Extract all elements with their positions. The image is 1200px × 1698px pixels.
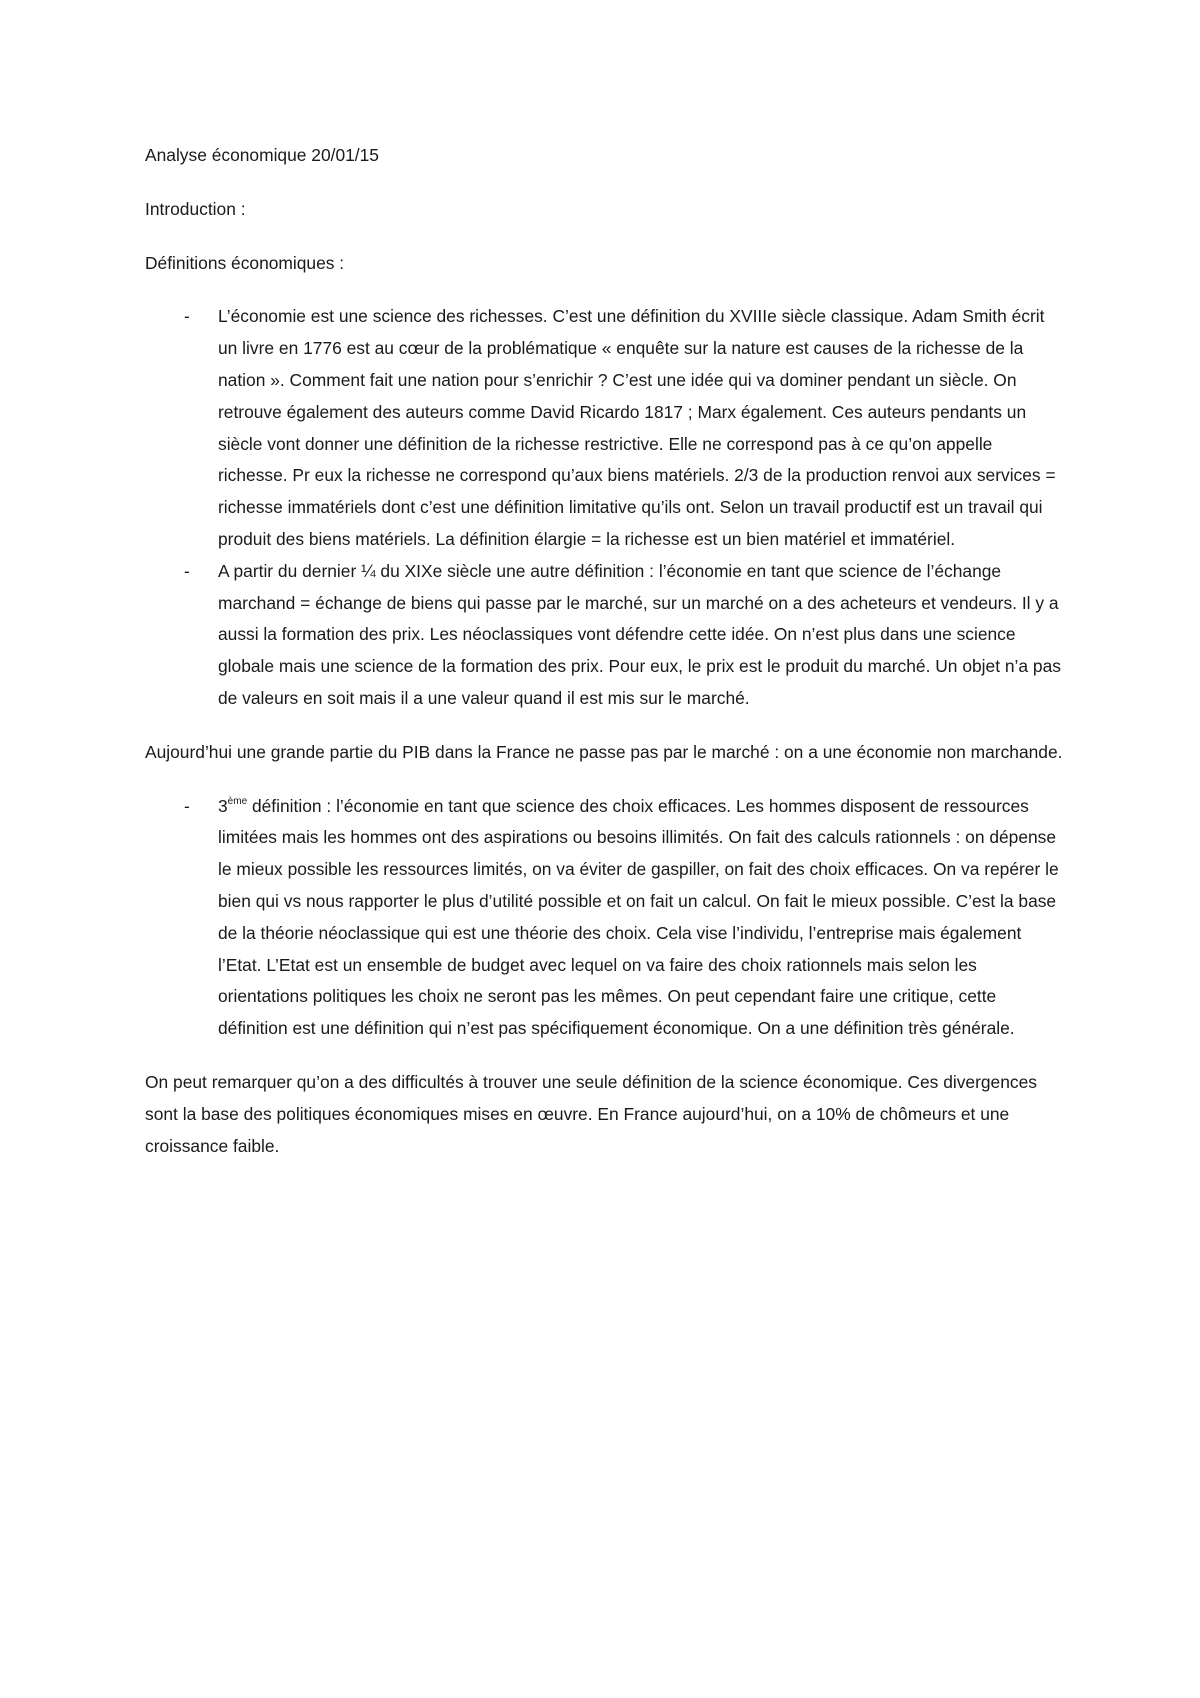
non-market-paragraph: Aujourd’hui une grande partie du PIB dans la France ne passe pas par le marché : on a une économie non marchande. — [145, 741, 1063, 762]
definition-3-superscript: ème — [227, 795, 248, 807]
conclusion-paragraph: On peut remarquer qu’on a des difficultés à trouver une seule définition de la science économique. Ces divergences sont la base des politiques économiques mises en œuvre. En France aujourd’hui, on a 10% de chômeurs et une croissance faible. — [145, 1071, 1037, 1156]
list-item — [145, 301, 1065, 555]
document-title: Analyse économique 20/01/15 — [145, 145, 379, 165]
document-page — [145, 140, 1065, 1184]
intro-heading: Introduction : — [145, 198, 246, 219]
definition-3-text: définition : l’économie en tant que science des choix efficaces. Les hommes disposent de ressources limitées mais les hommes ont des aspirations ou besoins illimités. On fait des calculs rationnels : on dépense le mieux possible les ressources limités, on va éviter de gaspiller, on fait des choix efficaces. On va repérer le bien qui vs nous rapporter le plus d’utilité possible et on fait un calcul. On fait le mieux possible. C’est la base de la théorie néoclassique qui est une théorie des choix. Cela vise l’individu, l’entreprise mais également l’Etat. L’Etat est un ensemble de budget avec lequel on va faire des choix rationnels mais selon les orientations politiques les choix ne seront pas les mêmes. On peut cependant faire une critique, cette définition est une définition qui n’est pas spécifiquement économique. On a une définition très générale. — [218, 795, 1059, 1039]
definitions-list-2 — [145, 791, 1065, 1045]
bullet-dash: - — [184, 560, 190, 581]
definition-1-text: L’économie est une science des richesses. C’est une définition du XVIIIe siècle classique. Adam Smith écrit un livre en 1776 est au cœur de la problématique « enquête sur la nature est causes de la richesse de la nation ». Comment fait une nation pour s’enrichir ? C’est une idée qui va dominer pendant un siècle. On retrouve également des auteurs comme David Ricardo 1817 ; Marx également. Ces auteurs pendants un siècle vont donner une définition de la richesse restrictive. Elle ne correspond pas à ce qu’on appelle richesse. Pr eux la richesse ne correspond qu’aux biens matériels. 2/3 de la production renvoi aux services = richesse immatériels dont c’est une définition limitative qu’ils ont. Selon un travail productif est un travail qui produit des biens matériels. La définition élargie = la richesse est un bien matériel et immatériel. — [218, 306, 1056, 549]
bullet-dash: - — [184, 795, 190, 816]
list-item — [145, 556, 1065, 715]
list-item — [145, 791, 1065, 1045]
definition-2-text: A partir du dernier ¼ du XIXe siècle une autre définition : l’économie en tant que science de l’échange marchand = échange de biens qui passe par le marché, sur un marché on a des acheteurs et vendeurs. Il y a aussi la formation des prix. Les néoclassiques vont défendre cette idée. On n’est plus dans une science globale mais une science de la formation des prix. Pour eux, le prix est le produit du marché. Un objet n’a pas de valeurs en soit mais il a une valeur quand il est mis sur le marché. — [218, 560, 1061, 708]
definitions-list — [145, 301, 1065, 714]
bullet-dash: - — [184, 306, 190, 327]
definitions-heading: Définitions économiques : — [145, 252, 345, 273]
definition-3-number: 3 — [218, 795, 228, 816]
